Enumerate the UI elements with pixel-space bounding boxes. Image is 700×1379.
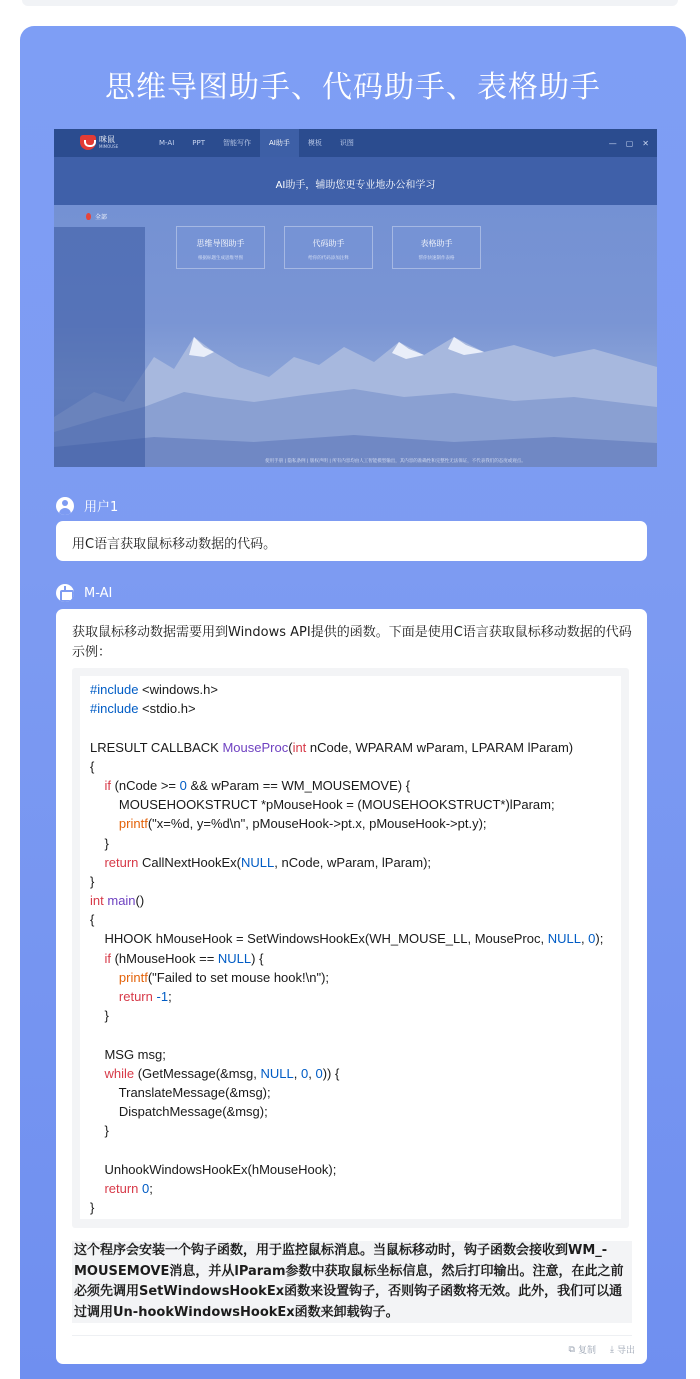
code-line: { xyxy=(90,912,95,928)
code-line: #include <windows.h> xyxy=(90,682,218,697)
maximize-icon[interactable]: ▢ xyxy=(625,138,634,148)
user-avatar-icon xyxy=(56,497,74,515)
app-sidebar xyxy=(54,227,145,467)
code-line xyxy=(90,718,611,737)
code-line: if (nCode >= 0 && wParam == WM_MOUSEMOVE) { xyxy=(104,777,411,793)
code-line: printf("Failed to set mouse hook!\n"); xyxy=(118,969,330,985)
robot-avatar-icon xyxy=(56,584,74,602)
card-title: 表格助手 xyxy=(420,239,453,248)
code-line: { xyxy=(90,758,95,774)
window-controls xyxy=(609,129,649,157)
banner-title: 思维导图助手、代码助手、表格助手 xyxy=(105,70,601,105)
mouse-logo-icon xyxy=(80,135,96,150)
close-icon[interactable]: ✕ xyxy=(642,138,649,148)
app-tabs xyxy=(150,129,363,157)
bot-message xyxy=(56,609,647,1364)
code-line: int main() xyxy=(90,893,145,909)
tab-smart-writing[interactable]: 智能写作 xyxy=(222,139,251,147)
bot-outro-text: 这个程序会安装一个钩子函数，用于监控鼠标消息。当鼠标移动时，钩子函数会接收到WM_-MOUSEMOVE消息，并从lParam参数中获取鼠标坐标信息，然后打印输出。注意，在此之前必须先调用SetWindowsHookEx函数来设置钩子，否则钩子函数将无效。此外，我们可以通过调用Un-hookWindowsHookEx函数来卸载钩子。 xyxy=(72,1241,632,1323)
app-screenshot xyxy=(54,129,657,467)
code-line: printf("x=%d, y=%d\n", pMouseHook->pt.x, pMouseHook->pt.y); xyxy=(118,816,487,832)
code-line: } xyxy=(90,1200,95,1216)
code-line: HHOOK hMouseHook = SetWindowsHookEx(WH_MOUSE_LL, MouseProc, NULL, 0); xyxy=(90,931,604,947)
card-desc: 帮你快速制作表格 xyxy=(418,256,455,261)
divider xyxy=(72,1335,632,1336)
app-footer: 使用手册 | 隐私条例 | 版权声明 | 所有内容均由人工智能模型输出，其内容的准确性和完整性无法保证，不代表我们的态度或观点。 xyxy=(265,459,526,464)
code-line: } xyxy=(90,873,95,889)
code-line: if (hMouseHook == NULL) { xyxy=(104,950,264,966)
code-line: TranslateMessage(&msg); xyxy=(90,1084,271,1100)
sidebar-item-all[interactable] xyxy=(86,212,107,221)
card-desc: 给你的代码添加注释 xyxy=(308,256,349,261)
card-code-assistant[interactable] xyxy=(284,226,373,269)
code-line: } xyxy=(90,835,109,851)
copy-label: 复制 xyxy=(577,1346,596,1356)
card-mindmap-assistant[interactable] xyxy=(176,226,265,269)
card-desc: 根据标题生成思维导图 xyxy=(198,256,243,261)
copy-icon: ⧉ xyxy=(568,1344,575,1355)
tab-ai-assistant[interactable]: AI助手 xyxy=(260,129,299,157)
fire-icon xyxy=(86,213,91,220)
tab-image-recognition[interactable]: 识图 xyxy=(339,139,354,147)
code-line: } xyxy=(90,1008,109,1024)
app-logo[interactable] xyxy=(80,135,118,150)
code-line: while (GetMessage(&msg, NULL, 0, 0)) { xyxy=(104,1065,340,1081)
code-line: } xyxy=(90,1123,109,1139)
card-title: 代码助手 xyxy=(312,239,345,248)
app-titlebar xyxy=(54,129,657,157)
code-line xyxy=(90,1141,611,1160)
code-content[interactable] xyxy=(80,676,621,1219)
user-message: 用C语言获取鼠标移动数据的代码。 xyxy=(56,521,647,561)
code-line: return 0; xyxy=(104,1180,153,1196)
app-header xyxy=(54,157,657,205)
code-line: UnhookWindowsHookEx(hMouseHook); xyxy=(90,1161,337,1177)
card-title: 思维导图助手 xyxy=(196,239,245,248)
code-line xyxy=(90,1025,611,1044)
app-logo-subtext: MIMOUSE xyxy=(99,144,119,149)
code-line: LRESULT CALLBACK MouseProc(int nCode, WPARAM wParam, LPARAM lParam) xyxy=(90,739,574,755)
code-line: MSG msg; xyxy=(90,1046,166,1062)
page-top-strip xyxy=(22,0,678,6)
card-table-assistant[interactable] xyxy=(392,226,481,269)
app-logo-text: 咪鼠 xyxy=(99,135,115,144)
promo-card xyxy=(20,26,686,1379)
bot-role-row xyxy=(56,584,112,602)
code-line: return -1; xyxy=(118,989,172,1004)
download-icon: ⤓ xyxy=(610,1344,614,1355)
user-role-row xyxy=(56,496,118,515)
code-block xyxy=(72,668,629,1228)
assistant-cards xyxy=(176,226,481,269)
export-button[interactable] xyxy=(610,1343,635,1356)
message-actions xyxy=(569,1343,635,1356)
code-line: #include <stdio.h> xyxy=(90,701,196,717)
code-line: return CallNextHookEx(NULL, nCode, wParam, lParam); xyxy=(104,854,432,870)
bot-intro-text: 获取鼠标移动数据需要用到Windows API提供的函数。下面是使用C语言获取鼠标移动数据的代码示例： xyxy=(72,625,632,660)
sidebar-item-label: 全部 xyxy=(95,214,108,221)
tab-m-ai[interactable]: M-AI xyxy=(159,139,175,147)
tab-ppt[interactable]: PPT xyxy=(192,139,205,147)
code-line: MOUSEHOOKSTRUCT *pMouseHook = (MOUSEHOOKSTRUCT*)lParam; xyxy=(90,797,555,813)
tab-templates[interactable]: 模板 xyxy=(307,139,322,147)
export-label: 导出 xyxy=(616,1346,635,1356)
copy-button[interactable] xyxy=(569,1343,596,1356)
minimize-icon[interactable]: — xyxy=(608,138,617,148)
code-line: DispatchMessage(&msg); xyxy=(90,1104,268,1120)
app-header-title: AI助手，辅助您更专业地办公和学习 xyxy=(275,180,436,191)
user-name: 用户1 xyxy=(84,500,119,515)
bot-name: M-AI xyxy=(84,585,113,601)
